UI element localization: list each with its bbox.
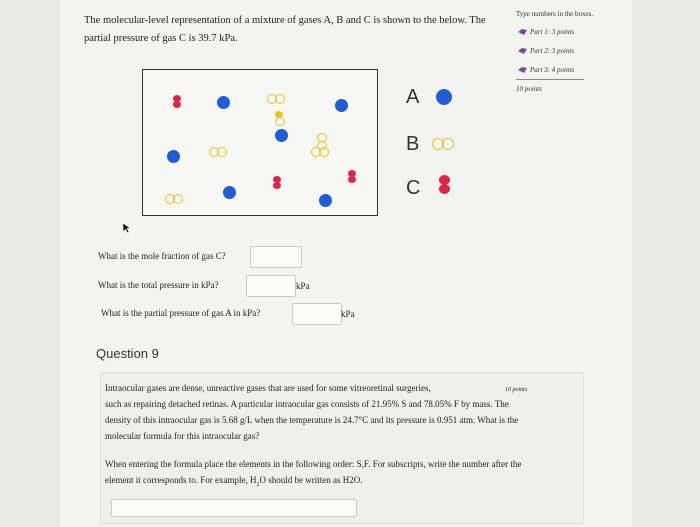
part-badge-icon xyxy=(518,29,527,35)
gas-a-atom xyxy=(335,99,348,112)
sidebar-part-2-label: Part 2: 3 points xyxy=(530,47,575,55)
sidebar-part-1 xyxy=(518,28,574,36)
legend-c-swatch xyxy=(439,176,448,194)
q9-para1-line1: Intraocular gases are dense, unreactive gases that are used for some vitreoretinal surgeries, xyxy=(105,383,431,393)
gas-b-molecule xyxy=(269,94,285,112)
q9-para1-line4: molecular formula for this intraocular gas? xyxy=(105,431,260,441)
gas-c-molecule xyxy=(273,177,282,189)
sidebar-divider xyxy=(516,79,584,80)
gas-b-molecule xyxy=(211,147,227,165)
gas-a-atom xyxy=(167,150,180,163)
legend-a-label: A xyxy=(406,86,420,108)
gas-a-atom xyxy=(217,96,230,109)
q9-para1-line3: density of this intraocular gas is 5.68 g/L when the temperature is 24.7°C and its pressure is 0.951 atm. What is the xyxy=(105,415,519,425)
sidebar-part-3 xyxy=(518,66,574,74)
problem-text-line1: The molecular-level representation of a mixture of gases A, B and C is shown to the below. The xyxy=(84,15,486,26)
part-badge-icon xyxy=(518,48,527,54)
question-total-pressure-label: What is the total pressure in kPa? xyxy=(98,280,219,290)
gas-a-atom xyxy=(319,194,332,207)
part-badge-icon xyxy=(518,67,527,73)
q9-example-text-b: O should be written as H2O. xyxy=(259,475,363,485)
gas-a-atom xyxy=(275,129,288,142)
question-page xyxy=(60,0,632,527)
q9-example-text-a: element it corresponds to. For example, H xyxy=(105,475,257,485)
q9-points: 10 points xyxy=(505,387,528,393)
sidebar-part-1-label: Part 1: 3 points xyxy=(530,28,575,36)
sidebar-total: 10 points xyxy=(516,85,542,93)
q9-formula-input[interactable] xyxy=(111,499,357,517)
partial-pressure-input[interactable] xyxy=(292,303,342,325)
molecule-box xyxy=(142,69,378,216)
points-sidebar xyxy=(516,8,632,98)
gas-b-molecule xyxy=(313,147,329,165)
gas-b-molecule xyxy=(167,194,183,212)
gas-a-atom xyxy=(223,186,236,199)
question-9-title: Question 9 xyxy=(96,346,159,361)
q9-para1-line2: such as repairing detached retinas. A particular intraocular gas consists of 21.95% S and 78.05% F by mass. The xyxy=(105,399,509,409)
total-pressure-input[interactable] xyxy=(246,275,296,297)
gas-c-molecule xyxy=(173,96,182,108)
mouse-cursor-icon xyxy=(122,222,132,234)
partial-pressure-unit: kPa xyxy=(341,309,355,319)
legend-b-swatch xyxy=(434,138,454,156)
legend-b-label: B xyxy=(406,133,420,155)
sidebar-header: Type numbers in the boxes. xyxy=(516,10,594,18)
mole-fraction-input[interactable] xyxy=(250,246,302,268)
legend-a-swatch xyxy=(436,89,452,105)
sidebar-part-2 xyxy=(518,47,574,55)
question-mole-fraction-label: What is the mole fraction of gas C? xyxy=(98,251,226,261)
gas-c-molecule xyxy=(348,171,357,183)
problem-text-line2: partial pressure of gas C is 39.7 kPa. xyxy=(84,33,238,44)
q9-para2-line1: When entering the formula place the elements in the following order: S,F. For subscripts, write the number after the xyxy=(105,459,522,469)
q9-para2-line2 xyxy=(105,473,362,492)
total-pressure-unit: kPa xyxy=(296,281,310,291)
gas-c-molecule xyxy=(275,112,284,126)
sidebar-part-3-label: Part 3: 4 points xyxy=(530,66,575,74)
q9-example-subscript: 2 xyxy=(256,481,260,488)
question-partial-pressure-label: What is the partial pressure of gas A in kPa? xyxy=(101,308,261,318)
legend-c-label: C xyxy=(406,177,421,199)
question-9-panel xyxy=(100,372,584,524)
